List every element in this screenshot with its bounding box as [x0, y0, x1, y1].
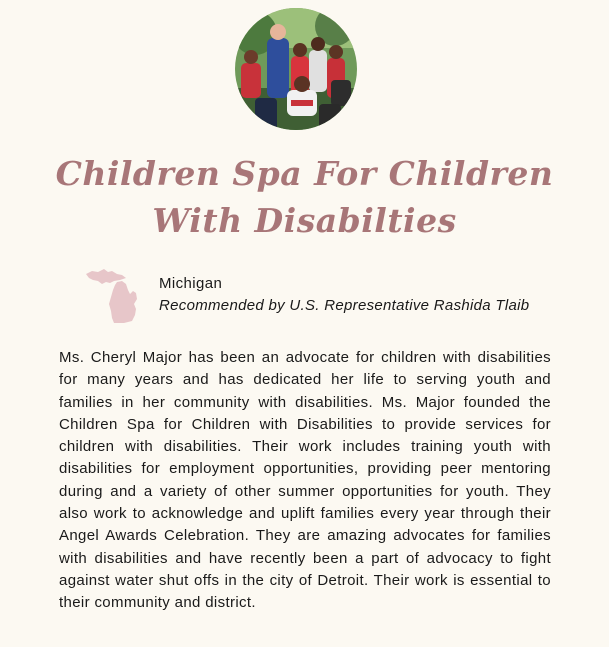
recommended-by: Recommended by U.S. Representative Rashida Tlaib [159, 297, 530, 314]
profile-photo [235, 8, 357, 130]
michigan-map-icon [84, 268, 142, 324]
description-text: Ms. Cheryl Major has been an advocate for children with disabilities for many years and has dedicated her life to serving youth and families in her community with disabilities. Ms. Major founded the Children Spa for Children with Disabilities to provide services for children with disabilities. Their work includes training youth with disabilities for employment opportunities, providing peer mentoring during and a variety of other summer opportunities for youth. They also work to acknowledge and uplift families every year through their Angel Awards Celebration. They are amazing advocates for families with disabilities and have recently been a part of advocacy to fight against water shut offs in the city of Detroit. Their work is essential to their community and district. [59, 349, 551, 612]
page-title: Children Spa For Children With Disabilties [55, 154, 554, 240]
state-name: Michigan [159, 275, 223, 292]
